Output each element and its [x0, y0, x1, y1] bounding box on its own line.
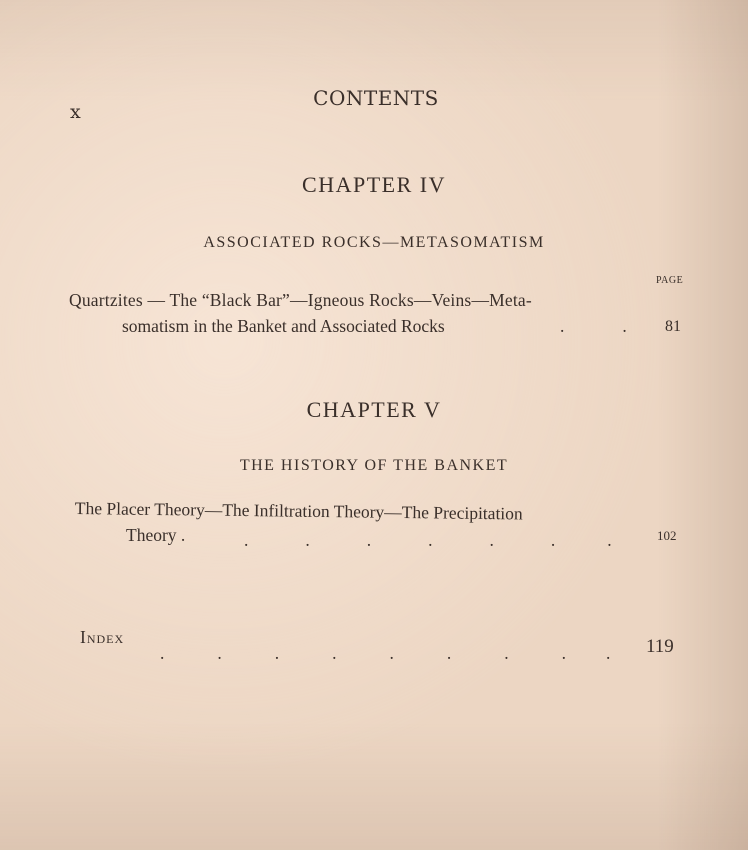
chapter-heading-v: CHAPTER V	[306, 397, 442, 422]
chapter-title-v: THE HISTORY OF THE BANKET	[239, 457, 509, 474]
running-head: CONTENTS	[313, 86, 439, 110]
toc-entry-iv-line2: somatism in the Banket and Associated Rocks	[122, 316, 445, 336]
chapter-heading-iv: CHAPTER IV	[302, 172, 446, 197]
toc-page-iv: 81	[665, 318, 681, 335]
toc-page-v: 102	[657, 528, 677, 543]
leader-dots: . . . . . . .	[244, 530, 612, 550]
index-label: Index	[80, 627, 125, 647]
index-page: 119	[646, 636, 674, 657]
page-column-label: PAGE	[656, 275, 684, 286]
page-number: x	[70, 101, 81, 123]
chapter-title-iv: ASSOCIATED ROCKS—METASOMATISM	[203, 234, 545, 251]
toc-entry-v-line2: Theory .	[126, 525, 186, 545]
toc-entry-v-line1: The Placer Theory—The Infiltration Theory—The Precipitation	[74, 498, 523, 524]
toc-entry-iv-line1: Quartzites — The “Black Bar”—Igneous Rocks—Veins—Meta-	[69, 290, 532, 310]
leader-dots: . . . . . . . . .	[160, 643, 611, 663]
leader-dots: . .	[560, 316, 627, 336]
